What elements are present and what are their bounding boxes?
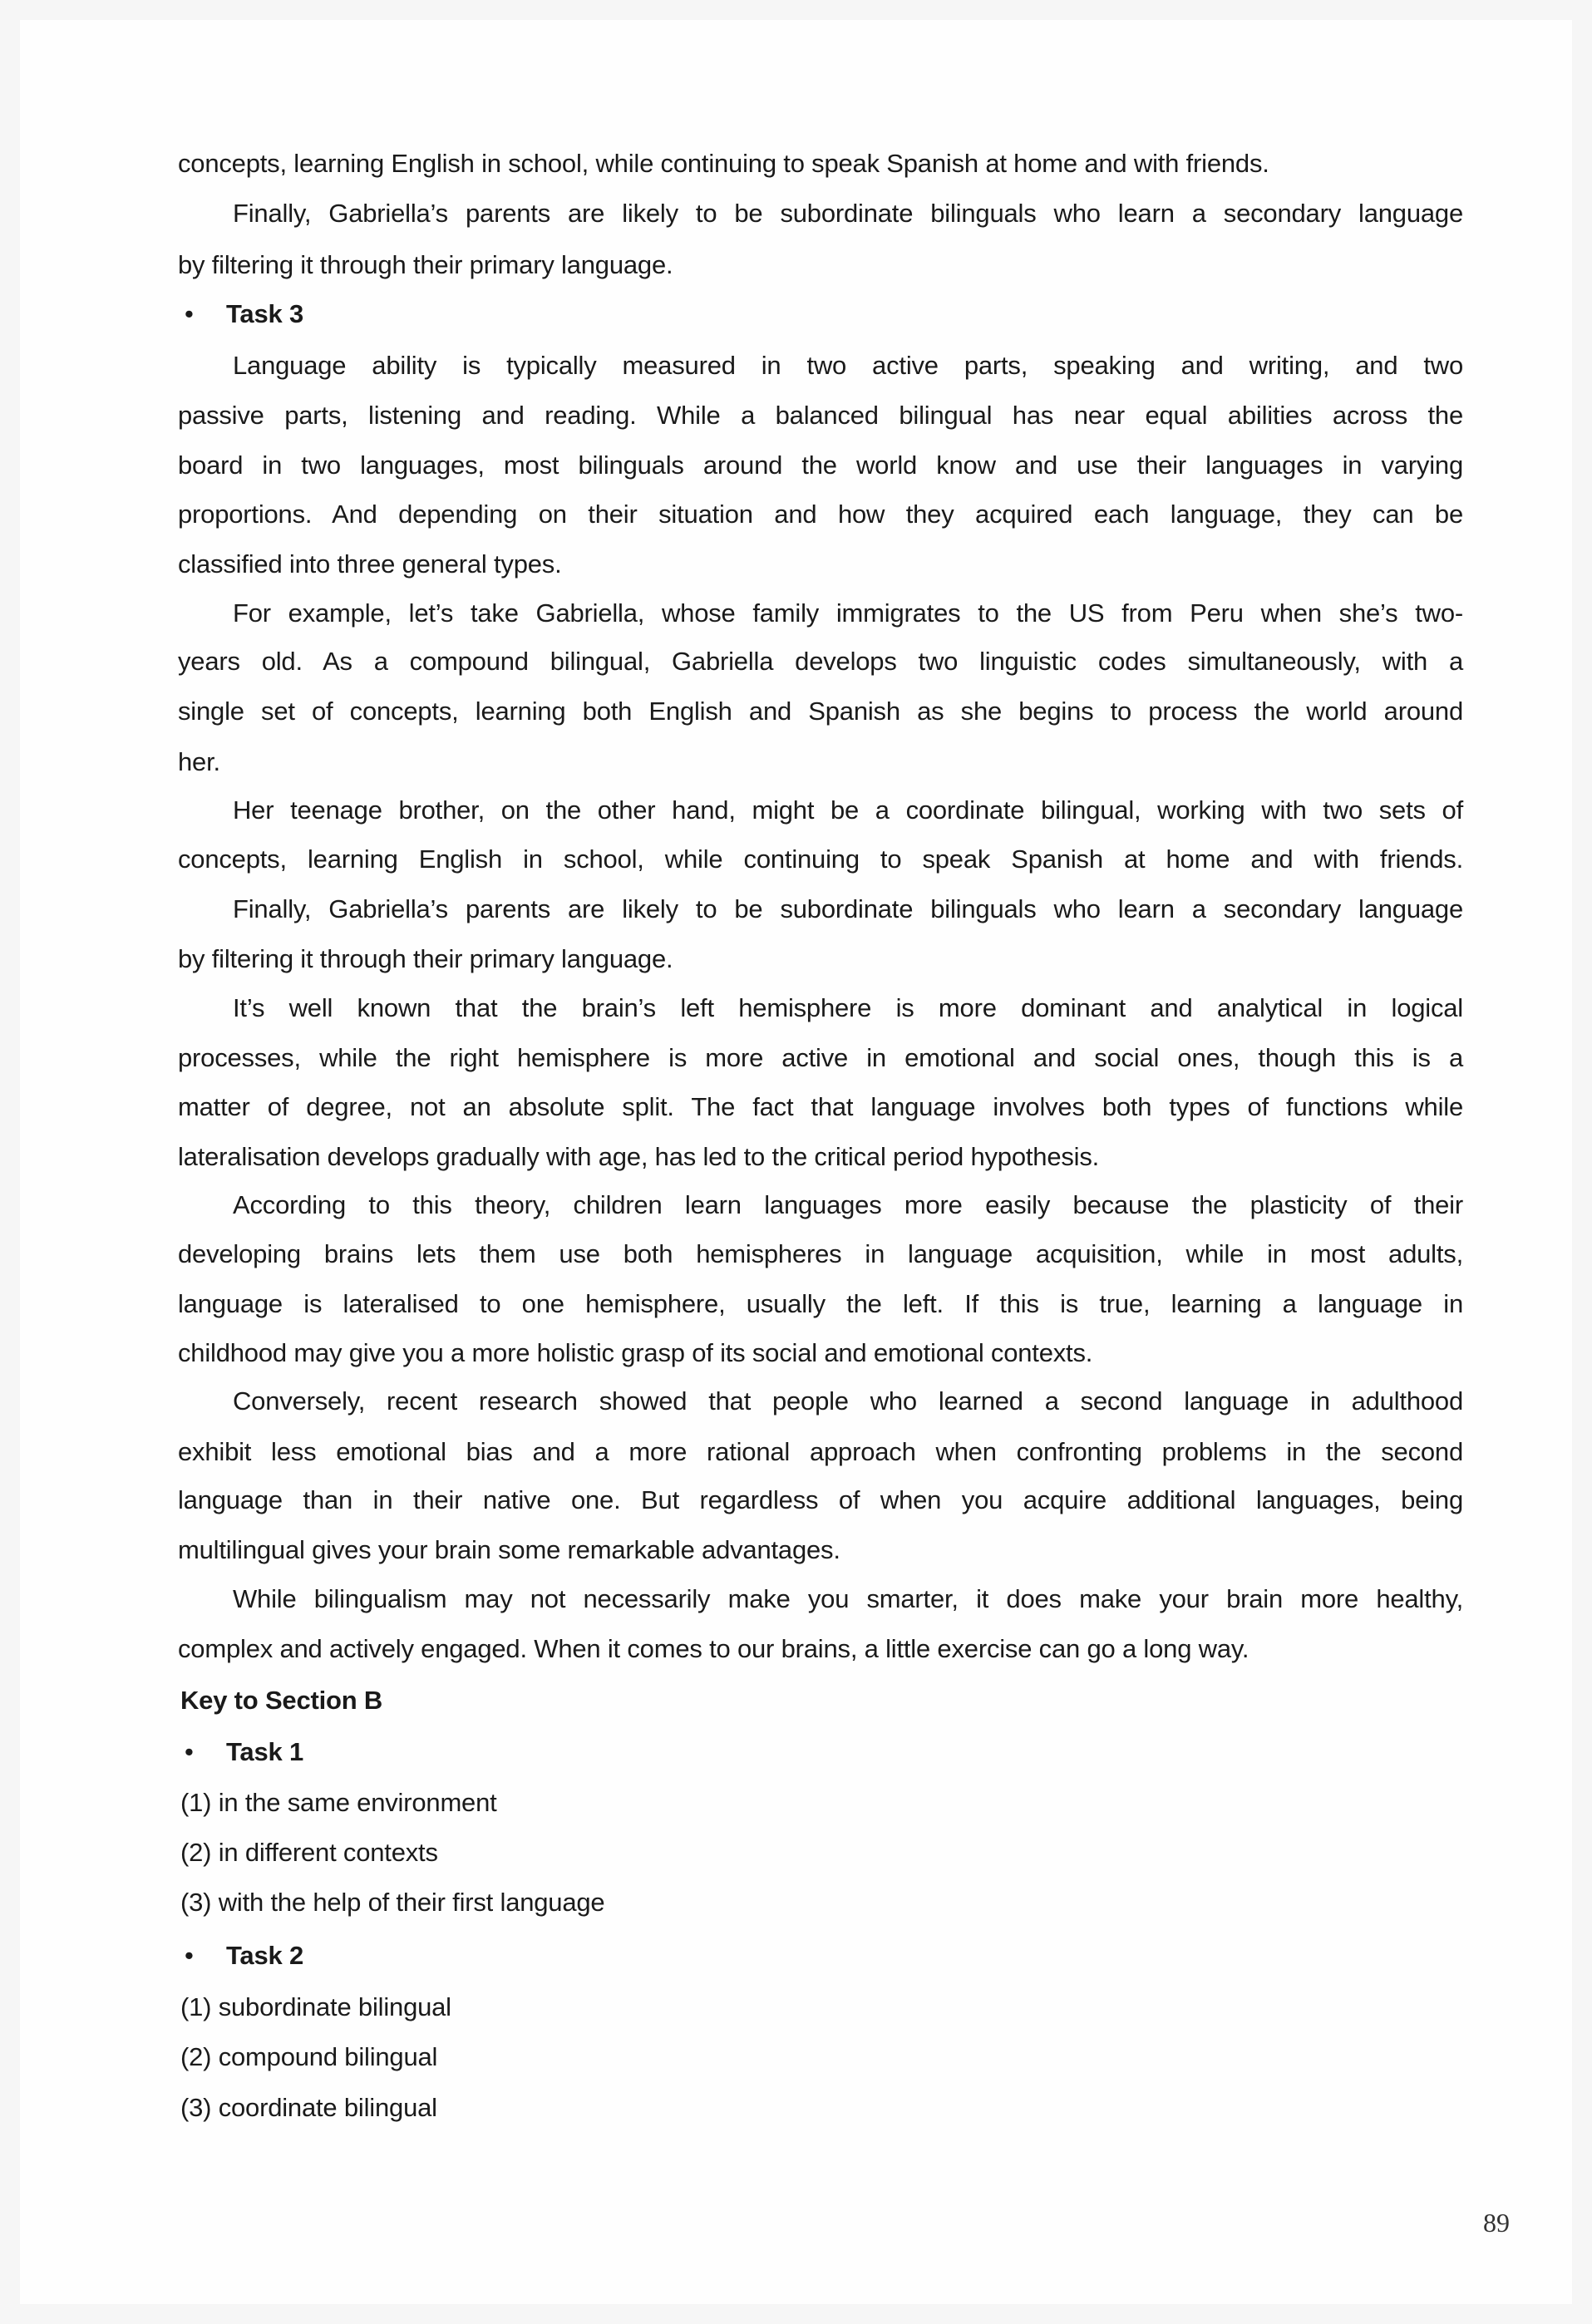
bullet-icon: •: [185, 1737, 194, 1766]
text-line: language is lateralised to one hemisphere, usually the left. If this is true, learning a language in: [178, 1289, 1463, 1318]
text-line: developing brains lets them use both hemispheres in language acquisition, while in most adults,: [178, 1239, 1463, 1268]
text-line: It’s well known that the brain’s left hemisphere is more dominant and analytical in logical: [233, 993, 1463, 1022]
page-number: 89: [1483, 2208, 1510, 2238]
text-line: (2) in different contexts: [180, 1838, 438, 1867]
text-line: lateralisation develops gradually with age, has led to the critical period hypothesis.: [178, 1142, 1100, 1171]
document-page: [20, 20, 1572, 2304]
text-line: matter of degree, not an absolute split. The fact that language involves both types of functions while: [178, 1092, 1463, 1121]
bullet-icon: •: [185, 299, 194, 328]
text-line: classified into three general types.: [178, 549, 562, 579]
text-line: multilingual gives your brain some remarkable advantages.: [178, 1535, 840, 1564]
text-line: Finally, Gabriella’s parents are likely to be subordinate bilinguals who learn a secondary language: [233, 894, 1463, 923]
text-line: concepts, learning English in school, while continuing to speak Spanish at home and with friends.: [178, 149, 1269, 178]
text-line: Finally, Gabriella’s parents are likely to be subordinate bilinguals who learn a secondary language: [233, 199, 1463, 228]
text-line: complex and actively engaged. When it comes to our brains, a little exercise can go a long way.: [178, 1634, 1249, 1663]
text-line: her.: [178, 747, 220, 776]
task-heading: Task 2: [226, 1941, 304, 1970]
text-line: (1) in the same environment: [180, 1788, 497, 1817]
text-line: board in two languages, most bilinguals around the world know and use their languages in varying: [178, 451, 1463, 480]
text-line: Conversely, recent research showed that people who learned a second language in adulthood: [233, 1386, 1463, 1416]
text-line: passive parts, listening and reading. While a balanced bilingual has near equal abilities across the: [178, 401, 1463, 430]
text-line: (3) coordinate bilingual: [180, 2093, 437, 2122]
text-line: According to this theory, children learn languages more easily because the plasticity of their: [233, 1190, 1463, 1219]
text-line: childhood may give you a more holistic grasp of its social and emotional contexts.: [178, 1338, 1093, 1367]
text-line: (3) with the help of their first language: [180, 1888, 605, 1917]
text-line: Her teenage brother, on the other hand, might be a coordinate bilingual, working with two sets of: [233, 795, 1463, 825]
section-heading: Key to Section B: [180, 1686, 383, 1715]
task-heading: Task 3: [226, 299, 304, 328]
text-line: While bilingualism may not necessarily make you smarter, it does make your brain more healthy,: [233, 1584, 1463, 1613]
text-line: years old. As a compound bilingual, Gabriella develops two linguistic codes simultaneously, with a: [178, 647, 1463, 676]
text-line: concepts, learning English in school, while continuing to speak Spanish at home and with friends.: [178, 844, 1463, 874]
text-line: (2) compound bilingual: [180, 2042, 438, 2071]
bullet-icon: •: [185, 1941, 194, 1970]
text-line: Language ability is typically measured in two active parts, speaking and writing, and two: [233, 351, 1463, 380]
text-line: single set of concepts, learning both English and Spanish as she begins to process the world around: [178, 697, 1463, 726]
text-line: For example, let’s take Gabriella, whose family immigrates to the US from Peru when she’s two-: [233, 598, 1463, 628]
text-line: (1) subordinate bilingual: [180, 1992, 451, 2021]
text-line: exhibit less emotional bias and a more rational approach when confronting problems in the second: [178, 1437, 1463, 1466]
task-heading: Task 1: [226, 1737, 304, 1766]
text-line: by filtering it through their primary language.: [178, 250, 673, 279]
text-line: proportions. And depending on their situation and how they acquired each language, they can be: [178, 500, 1463, 529]
text-line: processes, while the right hemisphere is more active in emotional and social ones, though this is a: [178, 1043, 1463, 1072]
text-line: language than in their native one. But regardless of when you acquire additional languages, being: [178, 1485, 1463, 1514]
text-line: by filtering it through their primary language.: [178, 944, 673, 973]
